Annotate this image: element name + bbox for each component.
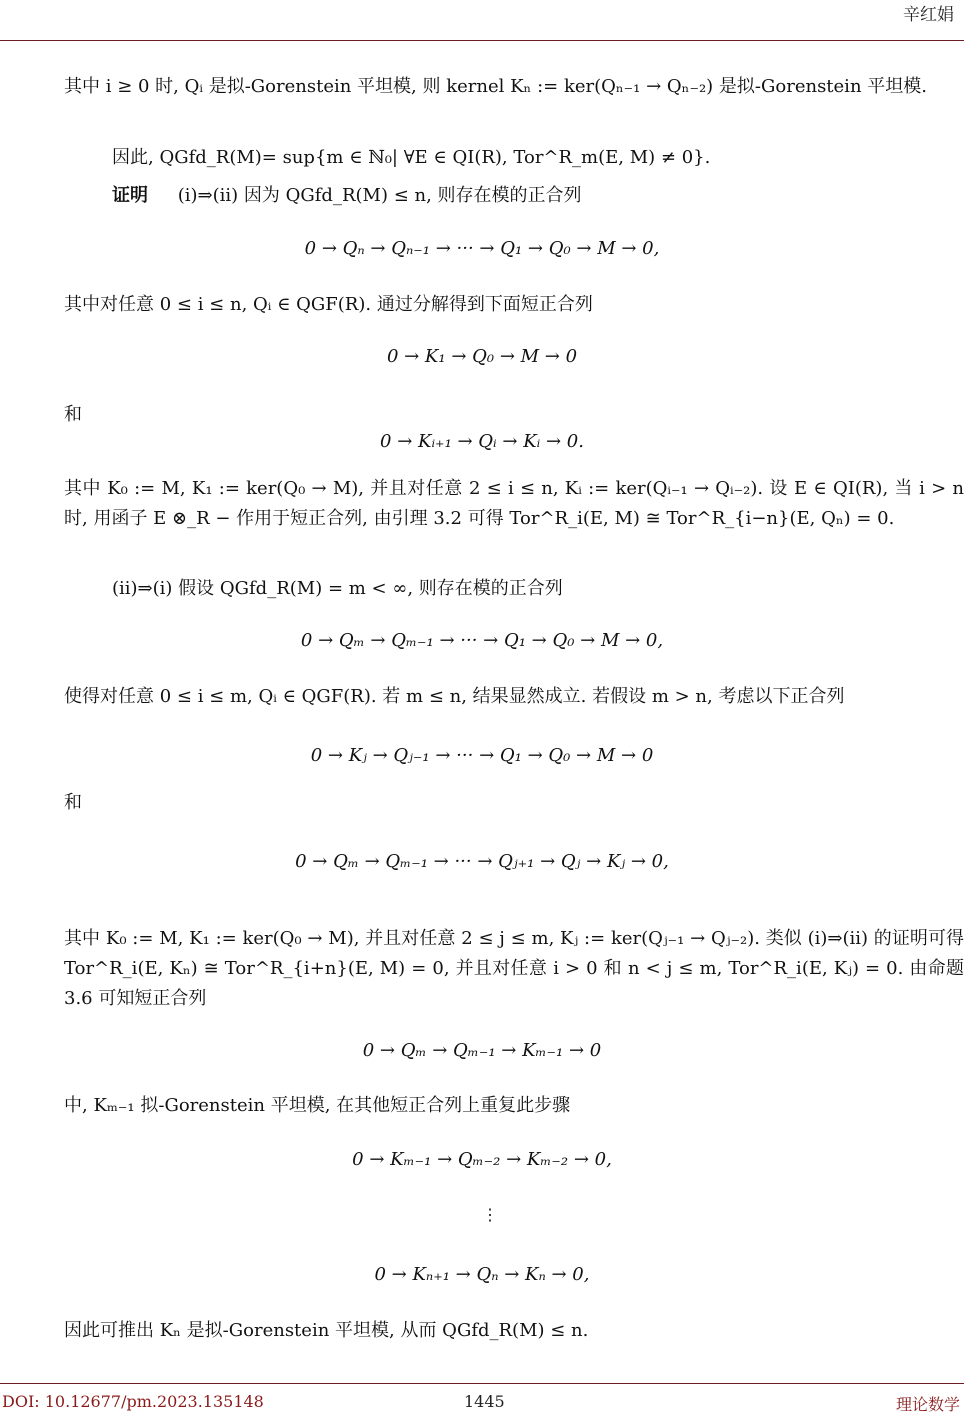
short-exact-sequence-ki: 0 → Kᵢ₊₁ → Qᵢ → Kᵢ → 0.	[380, 431, 584, 452]
paragraph-similar-proof: 其中 K₀ := M, K₁ := ker(Q₀ → M), 并且对任意 2 ≤ j ≤ m, Kⱼ := ker(Qⱼ₋₁ → Qⱼ₋₂). 类似 (i)⇒(ii) 的证明可得 Tor^R_i(E, Kₙ) ≅ Tor^R_{i+n}(E, M) = 0, 并且对任意 i > 0 和 n < j ≤ m, Tor^R_i(E, Kⱼ) = 0. 由命题 3.6 可知短正合列	[64, 928, 964, 1009]
proof-label: 证明	[112, 185, 148, 206]
paragraph-conclusion: 因此可推出 Kₙ 是拟-Gorenstein 平坦模, 从而 QGfd_R(M) ≤ n.	[64, 1320, 589, 1341]
conjunction-and: 和	[64, 404, 82, 425]
exact-sequence-qn: 0 → Qₙ → Qₙ₋₁ → ··· → Q₁ → Q₀ → M → 0,	[304, 238, 660, 259]
footer-rule	[0, 1383, 964, 1384]
paragraph-repeat-steps: 中, Kₘ₋₁ 拟-Gorenstein 平坦模, 在其他短正合列上重复此步骤	[64, 1095, 571, 1116]
paragraph-decompose: 其中对任意 0 ≤ i ≤ n, Qᵢ ∈ QGF(R). 通过分解得到下面短正合列	[64, 294, 593, 315]
footer-page-number: 1445	[464, 1392, 505, 1411]
paragraph-assume-m: 使得对任意 0 ≤ i ≤ m, Qᵢ ∈ QGF(R). 若 m ≤ n, 结果显然成立. 若假设 m > n, 考虑以下正合列	[64, 686, 845, 707]
exact-sequence-qm: 0 → Qₘ → Qₘ₋₁ → ··· → Q₁ → Q₀ → M → 0,	[300, 630, 664, 651]
exact-sequence-kj: 0 → Kⱼ → Qⱼ₋₁ → ··· → Q₁ → Q₀ → M → 0	[310, 745, 654, 766]
short-exact-sequence-k1: 0 → K₁ → Q₀ → M → 0	[386, 346, 578, 367]
header-rule	[0, 40, 964, 41]
footer-journal-link[interactable]: 理论数学	[895, 1395, 960, 1414]
vertical-ellipsis: ⋮	[482, 1205, 498, 1224]
short-exact-sequence-kn: 0 → Kₙ₊₁ → Qₙ → Kₙ → 0,	[374, 1264, 590, 1285]
short-exact-sequence-km1: 0 → Qₘ → Qₘ₋₁ → Kₘ₋₁ → 0	[362, 1040, 602, 1061]
proof-first-direction	[112, 181, 964, 211]
short-exact-sequence-km2: 0 → Kₘ₋₁ → Qₘ₋₂ → Kₘ₋₂ → 0,	[352, 1149, 612, 1170]
proof-text: (i)⇒(ii) 因为 QGfd_R(M) ≤ n, 则存在模的正合列	[177, 185, 582, 206]
footer-doi-link[interactable]: DOI: 10.12677/pm.2023.135148	[2, 1392, 264, 1411]
paragraph-qgfd-characterization: 因此, QGfd_R(M)= sup{m ∈ ℕ₀| ∀E ∈ QI(R), Tor^R_m(E, M) ≠ 0}.	[112, 147, 711, 168]
exact-sequence-qm-kj: 0 → Qₘ → Qₘ₋₁ → ··· → Qⱼ₊₁ → Qⱼ → Kⱼ → 0,	[295, 851, 669, 872]
proof-second-direction: (ii)⇒(i) 假设 QGfd_R(M) = m < ∞, 则存在模的正合列	[112, 578, 563, 599]
paragraph-tor-vanishing: 其中 K₀ := M, K₁ := ker(Q₀ → M), 并且对任意 2 ≤ i ≤ n, Kᵢ := ker(Qᵢ₋₁ → Qᵢ₋₂). 设 E ∈ QI(R), 当 i > n 时, 用函子 E ⊗_R − 作用于短正合列, 由引理 3.2 可得 Tor^R_i(E, M) ≅ Tor^R_{i−n}(E, Qₙ) = 0.	[64, 478, 964, 529]
paragraph-quasi-gorenstein-kernel: 其中 i ≥ 0 时, Qᵢ 是拟-Gorenstein 平坦模, 则 kernel Kₙ := ker(Qₙ₋₁ → Qₙ₋₂) 是拟-Gorenstein 平坦模.	[64, 76, 927, 97]
running-header-author: 辛红娟	[903, 5, 954, 25]
conjunction-and-2: 和	[64, 792, 82, 813]
